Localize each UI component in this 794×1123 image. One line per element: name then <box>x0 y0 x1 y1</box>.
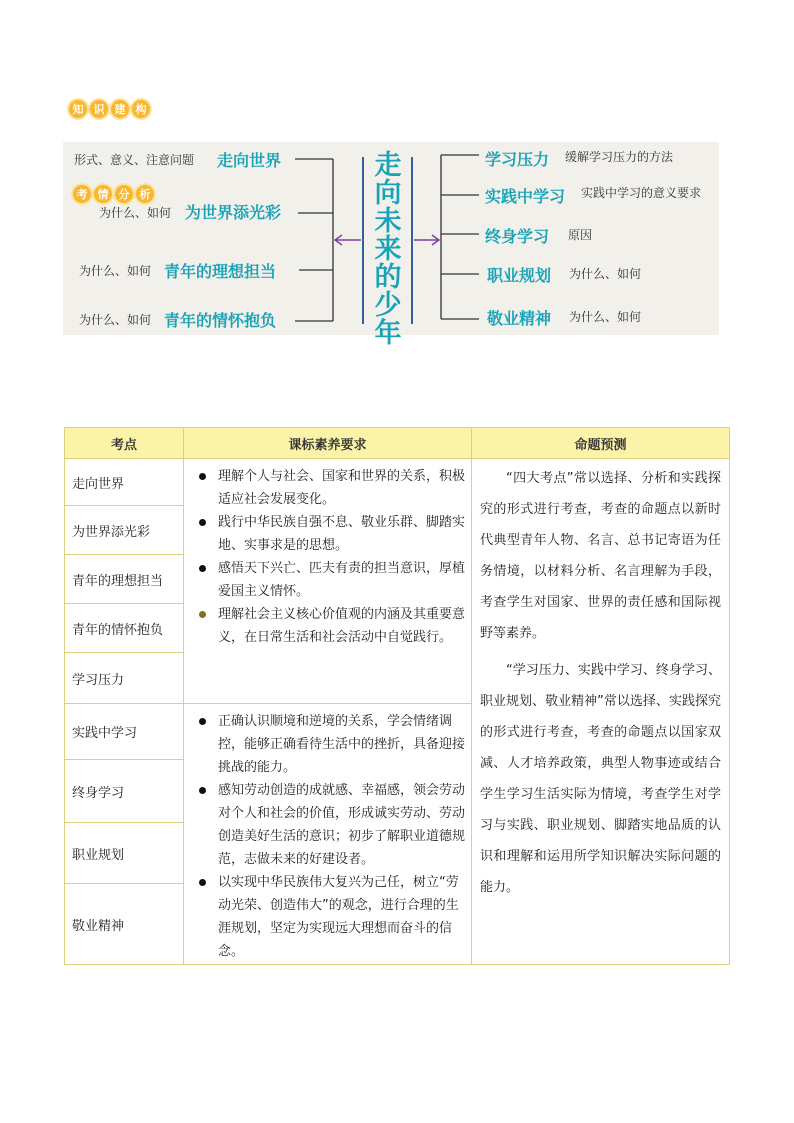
center-char: 年 <box>374 318 402 349</box>
left-topic: 青年的情怀抱负 <box>164 311 277 330</box>
section-badge-knowledge <box>69 100 150 118</box>
right-topic: 职业规划 <box>487 266 552 285</box>
topic-cell: 敬业精神 <box>65 884 184 965</box>
right-note: 缓解学习压力的方法 <box>565 150 674 164</box>
topic-cell: 为世界添光彩 <box>65 506 184 555</box>
right-note: 实践中学习的意义要求 <box>581 186 702 200</box>
topic-cell: 终身学习 <box>65 760 184 823</box>
header-prediction: 命题预测 <box>472 428 730 459</box>
right-topic: 敬业精神 <box>487 309 552 328</box>
requirement-item: 践行中华民族自强不息、敬业乐群、脚踏实地、实事求是的思想。 <box>190 511 465 557</box>
requirement-item: 正确认识顺境和逆境的关系，学会情绪调控，能够正确看待生活中的挫折，具备迎接挑战的能力。 <box>190 710 465 779</box>
badge-char: 析 <box>136 185 154 203</box>
badge-char: 识 <box>90 100 108 118</box>
right-topic: 实践中学习 <box>485 187 566 206</box>
prediction-paragraph: “四大考点”常以选择、分析和实践探究的形式进行考查，考查的命题点以新时代典型青年人物、名言、总书记寄语为任务情境，以材料分析、名言理解为手段，考查学生对国家、世界的责任感和国际视野等素养。 <box>480 471 721 641</box>
left-note: 为什么、如何 <box>79 313 152 327</box>
topic-cell: 学习压力 <box>65 653 184 704</box>
requirement-item: 感知劳动创造的成就感、幸福感，领会劳动对个人和社会的价值，形成诚实劳动、劳动创造美好生活的意识；初步了解职业道德规范，志做未来的好建设者。 <box>190 779 465 871</box>
right-topic: 终身学习 <box>485 227 550 246</box>
requirement-item: 理解个人与社会、国家和世界的关系，积极适应社会发展变化。 <box>190 465 465 511</box>
topic-cell: 实践中学习 <box>65 704 184 760</box>
requirements-list <box>190 465 465 649</box>
badge-char: 建 <box>111 100 129 118</box>
header-topic: 考点 <box>65 428 184 459</box>
left-note: 形式、意义、注意问题 <box>74 153 195 167</box>
badge-char: 知 <box>69 100 87 118</box>
requirement-item: 感悟天下兴亡、匹夫有责的担当意识，厚植爱国主义情怀。 <box>190 557 465 603</box>
topic-cell: 职业规划 <box>65 823 184 884</box>
topic-cell: 青年的情怀抱负 <box>65 604 184 653</box>
requirements-list <box>190 710 465 963</box>
exam-analysis-table <box>64 427 730 965</box>
badge-char: 分 <box>115 185 133 203</box>
badge-char: 构 <box>132 100 150 118</box>
table-row <box>65 459 730 506</box>
requirement-item: 理解社会主义核心价值观的内涵及其重要意义，在日常生活和社会活动中自觉践行。 <box>190 603 465 649</box>
badge-char: 情 <box>94 185 112 203</box>
center-char: 的 <box>374 262 402 293</box>
badge-char: 考 <box>73 185 91 203</box>
requirements-cell <box>184 459 472 704</box>
concept-map-center-title <box>368 152 408 348</box>
right-note: 为什么、如何 <box>569 310 642 324</box>
left-note: 为什么、如何 <box>99 206 172 220</box>
topic-cell: 走向世界 <box>65 459 184 506</box>
prediction-cell <box>472 459 730 965</box>
table-header-row <box>65 428 730 459</box>
center-char: 少 <box>374 290 402 321</box>
prediction-paragraph: “学习压力、实践中学习、终身学习、职业规划、敬业精神”常以选择、实践探究的形式进行考查，考查的命题点以国家双减、人才培养政策，典型人物事迹或结合学生学习生活实际为情境，考查学生对学习与实践、职业规划、脚踏实地品质的认识和理解和运用所学知识解决实际问题的能力。 <box>480 663 721 895</box>
center-char: 未 <box>374 206 402 237</box>
requirement-item: 以实现中华民族伟大复兴为己任，树立“劳动光荣、创造伟大”的观念，进行合理的生涯规划，坚定为实现远大理想而奋斗的信念。 <box>190 871 465 963</box>
concept-map <box>63 142 719 349</box>
left-note: 为什么、如何 <box>79 264 152 278</box>
center-char: 向 <box>374 178 402 209</box>
header-requirements: 课标素养要求 <box>184 428 472 459</box>
left-topic: 青年的理想担当 <box>164 262 277 281</box>
right-note: 原因 <box>568 228 593 242</box>
center-char: 来 <box>374 234 402 265</box>
left-topic: 为世界添光彩 <box>185 203 282 222</box>
topic-cell: 青年的理想担当 <box>65 555 184 604</box>
section-badge-exam <box>73 185 154 203</box>
requirements-cell <box>184 704 472 965</box>
left-topic: 走向世界 <box>217 151 282 170</box>
right-topic: 学习压力 <box>485 150 550 169</box>
right-note: 为什么、如何 <box>569 267 642 281</box>
center-char: 走 <box>374 150 402 181</box>
